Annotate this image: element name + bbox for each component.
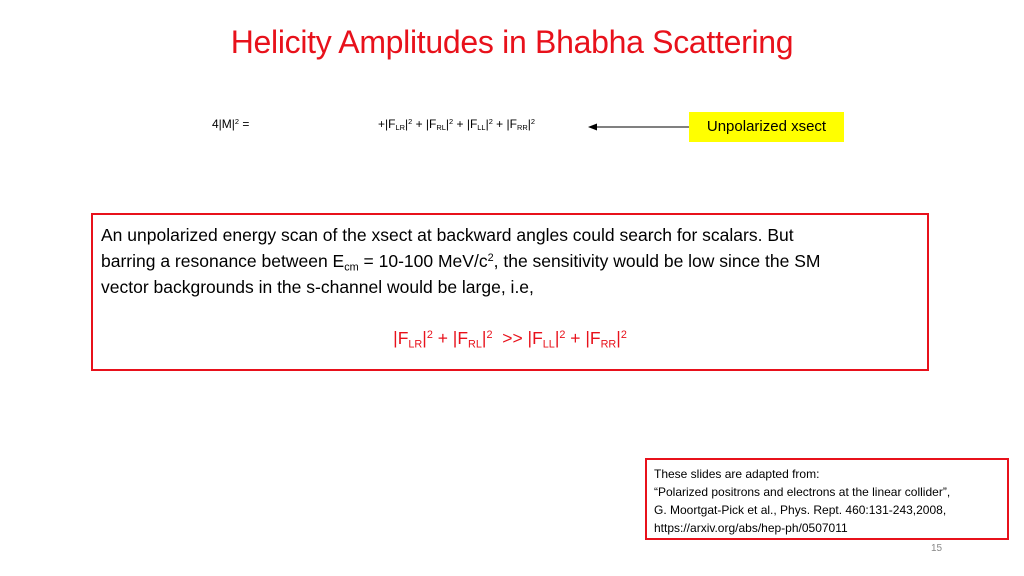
amp-term-bar: | bbox=[404, 117, 409, 131]
amp-term-sup: 2 bbox=[449, 116, 454, 126]
amp-term-text: + |F bbox=[453, 117, 478, 131]
amp-term-text: +|F bbox=[378, 117, 396, 131]
formula-text: >> |F bbox=[492, 328, 543, 348]
reference-box bbox=[645, 458, 1009, 540]
equation-lhs-text: 4|M| bbox=[212, 117, 235, 131]
box-text: = 10-100 MeV/c bbox=[358, 251, 488, 271]
amp-term bbox=[412, 117, 453, 131]
formula-sup: 2 bbox=[620, 329, 627, 342]
formula-term bbox=[492, 328, 566, 351]
amp-term-bar: | bbox=[527, 117, 531, 131]
box-line: vector backgrounds in the s-channel would be large, i.e, bbox=[101, 277, 534, 297]
formula-sub: RL bbox=[468, 338, 482, 351]
amp-term-sup: 2 bbox=[530, 116, 535, 126]
formula-sub: LL bbox=[542, 338, 555, 351]
formula-bar: | bbox=[481, 328, 487, 348]
amp-term-sub: LR bbox=[395, 123, 405, 133]
equation-lhs-exponent: 2 bbox=[234, 116, 240, 126]
amp-term-bar: | bbox=[445, 117, 450, 131]
reference-line: “Polarized positrons and electrons at the linear collider”, bbox=[654, 485, 951, 499]
reference-line: These slides are adapted from: bbox=[654, 467, 820, 481]
formula-sub: RR bbox=[600, 338, 617, 351]
formula-sup: 2 bbox=[559, 329, 566, 342]
amp-term-sup: 2 bbox=[488, 116, 493, 126]
equation-lhs-equals: = bbox=[239, 117, 250, 131]
box-line bbox=[101, 248, 919, 274]
amp-term-text: + |F bbox=[412, 117, 437, 131]
amp-term-sub: LL bbox=[477, 123, 486, 133]
amp-term-text: + |F bbox=[492, 117, 517, 131]
box-text: barring a resonance between E bbox=[101, 251, 345, 271]
formula-term bbox=[565, 328, 627, 351]
box-line: An unpolarized energy scan of the xsect at backward angles could search for scalars. But bbox=[101, 225, 794, 245]
box-text: , the sensitivity would be low since the SM bbox=[493, 251, 821, 271]
inequality-formula bbox=[93, 325, 927, 351]
formula-bar: | bbox=[422, 328, 427, 348]
formula-sub: LR bbox=[408, 338, 423, 351]
amp-term bbox=[453, 117, 493, 131]
amp-term-sub: RL bbox=[436, 123, 446, 133]
amp-term-bar: | bbox=[485, 117, 489, 131]
reference-link[interactable]: https://arxiv.org/abs/hep-ph/0507011 bbox=[654, 521, 848, 535]
formula-text: |F bbox=[393, 328, 409, 348]
box-subscript: cm bbox=[344, 261, 359, 274]
formula-sup: 2 bbox=[486, 329, 493, 342]
reference-line: G. Moortgat-Pick et al., Phys. Rept. 460:131-243,2008, bbox=[654, 503, 947, 517]
equation-rhs bbox=[378, 117, 535, 131]
box-superscript: 2 bbox=[487, 252, 494, 265]
page-number: 15 bbox=[931, 543, 943, 554]
formula-bar: | bbox=[616, 328, 621, 348]
unpolarized-xsect-callout: Unpolarized xsect bbox=[689, 112, 844, 142]
amp-term-sub: RR bbox=[516, 123, 528, 133]
amp-term bbox=[378, 117, 412, 131]
formula-bar: | bbox=[554, 328, 560, 348]
formula-text: + |F bbox=[565, 328, 601, 348]
arrow-icon bbox=[588, 120, 690, 134]
formula-text: + |F bbox=[432, 328, 469, 348]
formula-term bbox=[393, 328, 433, 351]
amp-term bbox=[493, 117, 535, 131]
formula-term bbox=[432, 328, 493, 351]
equation-lhs bbox=[212, 117, 249, 131]
amp-term-sup: 2 bbox=[408, 116, 413, 126]
formula-sup: 2 bbox=[426, 329, 433, 342]
slide-title: Helicity Amplitudes in Bhabha Scattering bbox=[230, 24, 794, 60]
explanation-box bbox=[91, 213, 929, 371]
